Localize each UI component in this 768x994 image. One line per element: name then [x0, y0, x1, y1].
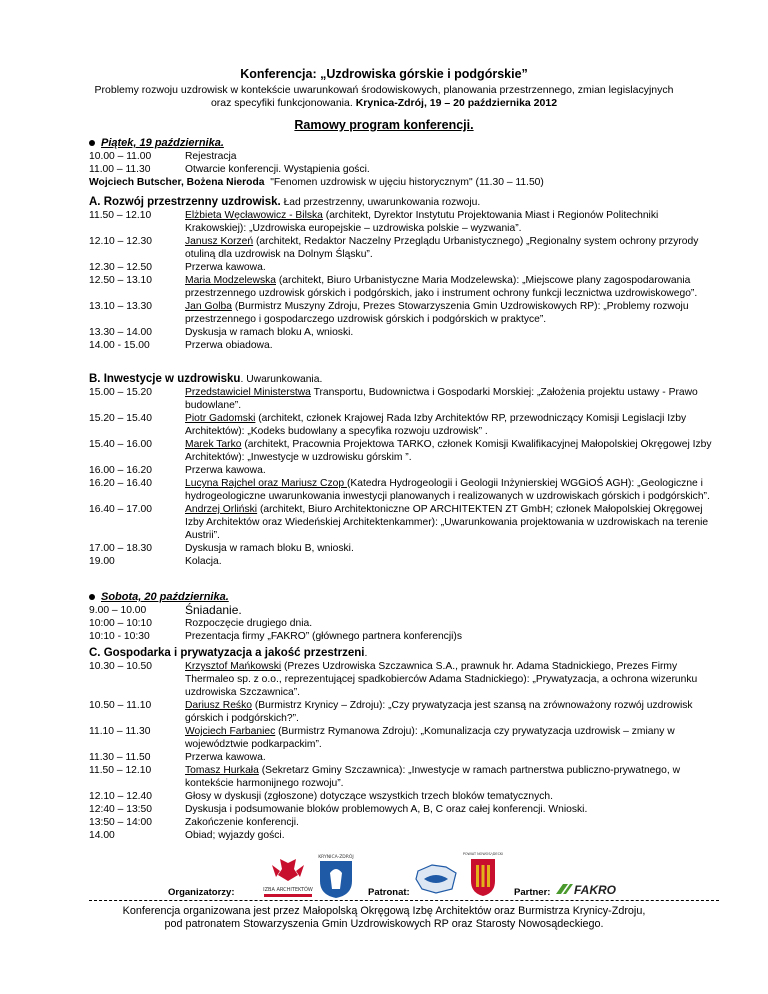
organizers-label: Organizatorzy: — [168, 887, 235, 898]
agenda-row — [89, 555, 719, 568]
agenda-time: 15.40 – 16.00 — [89, 439, 152, 450]
agenda-row — [89, 803, 719, 816]
agenda-text — [185, 438, 719, 464]
footer-divider — [89, 900, 719, 901]
agenda-text — [185, 725, 719, 751]
agenda-description: (Sekretarz Gminy Szczawnica): „Inwestycje w ramach partnerstwa publiczno-prywatnego, w kontekście harmonijnego rozwoju”. — [185, 765, 681, 789]
section-c-list — [89, 660, 719, 842]
agenda-time: 13.10 – 13.30 — [89, 301, 152, 312]
logos-strip — [0, 852, 768, 898]
speaker-name: Przedstawiciel Ministerstwa — [185, 387, 311, 398]
footer — [60, 905, 708, 931]
agenda-row — [89, 339, 719, 352]
day1-block — [89, 137, 719, 189]
speaker-name: Janusz Korzeń — [185, 236, 254, 247]
agenda-text — [185, 326, 719, 339]
agenda-description: Dyskusja w ramach bloku A, wnioski. — [185, 327, 354, 338]
agenda-time: 12:40 – 13:50 — [89, 804, 152, 815]
section-c-title-end: . — [364, 648, 368, 659]
agenda-description: (Burmistrz Rymanowa Zdroju): „Komunalizacja czy prywatyzacja uzdrowisk – zmiany w województwie podkarpackim”. — [185, 726, 675, 750]
section-b-list — [89, 386, 719, 568]
conference-subtitle — [60, 84, 708, 110]
agenda-row — [89, 503, 719, 542]
section-c-heading — [89, 647, 719, 660]
agenda-row — [89, 477, 719, 503]
agenda-row — [89, 150, 719, 163]
agenda-row — [89, 386, 719, 412]
eagle-icon — [272, 859, 304, 881]
conference-title: Konferencja: „Uzdrowiska górskie i podgórskie” — [240, 67, 528, 81]
section-a-heading — [89, 196, 719, 209]
day1-heading — [89, 137, 719, 150]
agenda-time: 16.20 – 16.40 — [89, 478, 152, 489]
agenda-time: 14.00 - 15.00 — [89, 340, 150, 351]
speaker-name: Maria Modzelewska — [185, 275, 276, 286]
agenda-text — [185, 803, 719, 816]
agenda-row — [89, 699, 719, 725]
agenda-time: 12.10 – 12.40 — [89, 791, 152, 802]
agenda-row — [89, 261, 719, 274]
agenda-text: Prezentacja firmy „FAKRO” (głównego partnera konferencji)s — [185, 631, 462, 642]
bullet-icon — [89, 594, 95, 600]
agenda-text — [185, 386, 719, 412]
agenda-description: Przerwa kawowa. — [185, 465, 266, 476]
agenda-time: 16.40 – 17.00 — [89, 504, 152, 515]
agenda-description: (Burmistrz Muszyny Zdroju, Prezes Stowarzyszenia Gmin Uzdrowiskowych RP): „Problemy rozwoju przestrzennego i gospodarczego uzdrowisk górskich i podgórskich w praktyce”. — [185, 301, 689, 325]
day2-block — [89, 591, 719, 643]
section-b — [89, 373, 719, 568]
subtitle-line2: oraz specyfiki funkcjonowania. — [210, 97, 353, 109]
speaker-name: Jan Golba — [185, 301, 232, 312]
section-b-heading — [89, 373, 719, 386]
agenda-text: Śniadanie. — [185, 603, 242, 617]
agenda-row — [89, 412, 719, 438]
agenda-text — [185, 300, 719, 326]
section-c — [89, 647, 719, 842]
agenda-time: 13:50 – 14:00 — [89, 817, 152, 828]
krynica-zdroj-logo — [316, 853, 356, 899]
agenda-description: (architekt, Redaktor Naczelny Przeglądu Urbanistycznego) „Regionalny system ochrony przyrody otuliną dla uzdrowisk na Dolnym Śląsku”. — [185, 236, 699, 260]
agenda-description: Kolacja. — [185, 556, 222, 567]
agenda-text — [185, 751, 719, 764]
section-a — [89, 196, 719, 352]
agenda-text — [185, 699, 719, 725]
speaker-name: Andrzej Orliński — [185, 504, 258, 515]
agenda-text — [185, 764, 719, 790]
speaker-name: Marek Tarko — [185, 439, 242, 450]
agenda-time: 12.30 – 12.50 — [89, 262, 152, 273]
agenda-row — [89, 630, 719, 643]
agenda-time: 12.50 – 13.10 — [89, 275, 152, 286]
agenda-time: 10:10 - 10:30 — [89, 631, 150, 642]
agenda-time: 17.00 – 18.30 — [89, 543, 152, 554]
footer-line2: pod patronatem Stowarzyszenia Gmin Uzdrowiskowych RP oraz Starosty Nowosądeckiego. — [164, 918, 604, 930]
speaker-name: Dariusz Reśko — [185, 700, 252, 711]
agenda-row — [89, 542, 719, 555]
agenda-time: 11.10 – 11.30 — [89, 726, 151, 737]
agenda-description: (Prezes Uzdrowiska Szczawnica S.A., prawnuk hr. Adama Stadnickiego, Prezes Firmy Thermaleo sp. z o.o., reprezentującej spadkobierców Adama Stadnickiego): „Prywatyzacja, a ochrona wizerunku uzdrowiska Szczawnica”. — [185, 661, 698, 698]
keynote-text: "Fenomen uzdrowisk w ujęciu historycznym" (11.30 – 11.50) — [270, 177, 544, 188]
agenda-description: (Katedra Hydrogeologii i Geologii Inżynierskiej WGGiOŚ AGH): „Geologiczne i hydrogeologiczne uwarunkowania inwestycji planowanych i realizowanych w uzdrowiskach górskich i podgórskich”. — [185, 478, 710, 502]
agenda-row — [89, 300, 719, 326]
agenda-time: 15.20 – 15.40 — [89, 413, 152, 424]
agenda-row — [89, 751, 719, 764]
agenda-time: 10.30 – 10.50 — [89, 661, 152, 672]
section-b-subtitle: . Uwarunkowania. — [240, 374, 323, 385]
agenda-time: 11.30 – 11.50 — [89, 752, 151, 763]
agenda-text — [185, 542, 719, 555]
agenda-text — [185, 412, 719, 438]
agenda-description: Zakończenie konferencji. — [185, 817, 299, 828]
section-a-subtitle: Ład przestrzenny, uwarunkowania rozwoju. — [283, 197, 481, 208]
agenda-time: 10.00 – 11.00 — [89, 151, 152, 162]
agenda-time: 19.00 — [89, 556, 115, 567]
agenda-row — [89, 235, 719, 261]
agenda-description: (architekt, Biuro Architektoniczne OP ARCHITEKTEN ZT GmbH; członek Małopolskiej Okręgowej Izby Architektów oraz Wiedeńskiej Architektenkammer): „Uwarunkowania projektowania w uzdrowiskach na terenie Austrii”. — [185, 504, 709, 541]
agenda-time: 11.00 – 11.30 — [89, 164, 151, 175]
agenda-row — [89, 274, 719, 300]
keynote-speakers: Wojciech Butscher, Bożena Nieroda — [89, 177, 265, 188]
agenda-row — [89, 725, 719, 751]
agenda-text — [185, 660, 719, 699]
agenda-description: (architekt, członek Krajowej Rada Izby Architektów RP, przewodniczący Komisji Legislacji Izby Architektów): „Kodeks budowlany a specyfika rozwoju uzdrowisk” . — [185, 413, 687, 437]
agenda-time: 10.50 – 11.10 — [89, 700, 152, 711]
agenda-time: 15.00 – 15.20 — [89, 387, 152, 398]
agenda-text — [185, 816, 719, 829]
agenda-row — [89, 326, 719, 339]
agenda-text — [185, 503, 719, 542]
speaker-name: Lucyna Rajchel oraz Mariusz Czop — [185, 478, 347, 489]
agenda-description: Przerwa obiadowa. — [185, 340, 273, 351]
agenda-row — [89, 163, 719, 176]
agenda-row — [89, 790, 719, 803]
speaker-name: Tomasz Hurkała — [185, 765, 259, 776]
agenda-time: 13.30 – 14.00 — [89, 327, 152, 338]
speaker-name: Elżbieta Węcławowicz - Bilska — [185, 210, 323, 221]
crest-icon — [476, 865, 490, 887]
speaker-name: Krzysztof Mańkowski — [185, 661, 282, 672]
bullet-icon — [89, 140, 95, 146]
day2-label: Sobota, 20 października. — [101, 591, 229, 603]
agenda-description: Dyskusja i podsumowanie bloków problemowych A, B, C oraz całej konferencji. Wnioski. — [185, 804, 588, 815]
agenda-description: Głosy w dyskusji (zgłoszone) dotyczące wszystkich trzech bloków tematycznych. — [185, 791, 553, 802]
agenda-text — [185, 261, 719, 274]
agenda-description: (Burmistrz Krynicy – Zdroju): „Czy prywatyzacja jest szansą na zrównoważony rozwój uzdrowisk górskich i podgórskich?”. — [185, 700, 693, 724]
section-c-title: C. Gospodarka i prywatyzacja a jakość przestrzeni — [89, 647, 365, 659]
agenda-description: (architekt, Dyrektor Instytutu Projektowania Miast i Regionów Politechniki Krakowskiej): „Uzdrowiska europejskie – uzdrowiska polskie – wyzwania”. — [185, 210, 659, 234]
section-b-title: B. Inwestycje w uzdrowisku — [89, 373, 241, 385]
agenda-row — [89, 604, 719, 617]
footer-line1: Konferencja organizowana jest przez Małopolską Okręgową Izbę Architektów oraz Burmistrza Krynicy-Zdroju, — [122, 905, 646, 917]
agenda-text — [185, 464, 719, 477]
fakro-mark-icon — [556, 884, 573, 894]
agenda-text — [185, 274, 719, 300]
subtitle-place-date: Krynica-Zdrój, 19 – 20 października 2012 — [355, 97, 558, 109]
agenda-description: Przerwa kawowa. — [185, 752, 266, 763]
agenda-time: 12.10 – 12.30 — [89, 236, 152, 247]
agenda-row — [89, 816, 719, 829]
agenda-text — [185, 235, 719, 261]
agenda-text: Rozpoczęcie drugiego dnia. — [185, 618, 313, 629]
patron-label: Patronat: — [368, 887, 410, 898]
fakro-logo — [556, 882, 620, 896]
agenda-time: 11.50 – 12.10 — [89, 210, 152, 221]
subtitle-line1: Problemy rozwoju uzdrowisk w kontekście uwarunkowań środowiskowych, planowania przestrzennego, zmian legislacyjnych — [94, 84, 674, 96]
agenda-description: (architekt, Biuro Urbanistyczne Maria Modzelewska): „Miejscowe plany zagospodarowania przestrzennego uzdrowisk górskich i podgórskich, jako i instrument ochrony funkcji lecznictwa uzdrowiskowego”. — [185, 275, 698, 299]
speaker-name: Piotr Gadomski — [185, 413, 256, 424]
agenda-row — [89, 617, 719, 630]
agenda-time: 16.00 – 16.20 — [89, 465, 152, 476]
agenda-row — [89, 764, 719, 790]
partner-label: Partner: — [514, 887, 551, 898]
agenda-time: 14.00 — [89, 830, 115, 841]
agenda-description: Przerwa kawowa. — [185, 262, 266, 273]
agenda-text: Rejestracja — [185, 151, 237, 162]
powiat-nowosadecki-logo — [462, 851, 504, 897]
agenda-time: 9.00 – 10.00 — [89, 605, 147, 616]
day1-label: Piątek, 19 października. — [101, 137, 224, 149]
agenda-text — [185, 555, 719, 568]
agenda-description: (architekt, Pracownia Projektowa TARKO, członek Komisji Kwalifikacyjnej Małopolskiej Okręgowej Izby Architektów): „Inwestycje w uzdrowisku górskim ”. — [185, 439, 712, 463]
izba-architektow-logo — [258, 855, 318, 899]
program-title: Ramowy program konferencji. — [294, 118, 474, 132]
agenda-row — [89, 829, 719, 842]
agenda-text — [185, 339, 719, 352]
agenda-time: 11.50 – 12.10 — [89, 765, 152, 776]
krynica-logo-text: KRYNICA-ZDRÓJ — [318, 855, 354, 860]
agenda-text — [185, 477, 719, 503]
speaker-name: Wojciech Farbaniec — [185, 726, 276, 737]
sgurp-logo — [412, 861, 460, 897]
agenda-text — [185, 790, 719, 803]
agenda-text — [185, 209, 719, 235]
jug-icon — [330, 869, 342, 889]
fakro-text: FAKRO — [574, 883, 616, 897]
agenda-description: Dyskusja w ramach bloku B, wnioski. — [185, 543, 354, 554]
agenda-row — [89, 209, 719, 235]
agenda-row — [89, 464, 719, 477]
agenda-text — [185, 829, 719, 842]
section-a-title: A. Rozwój przestrzenny uzdrowisk. — [89, 196, 281, 208]
day2-heading — [89, 591, 719, 604]
keynote-row — [89, 176, 719, 189]
agenda-text: Otwarcie konferencji. Wystąpienia gości. — [185, 164, 370, 175]
agenda-row — [89, 660, 719, 699]
agenda-time: 10:00 – 10:10 — [89, 618, 152, 629]
powiat-logo-text: POWIAT NOWOSĄDECKI — [462, 852, 504, 856]
agenda-description: Obiad; wyjazdy gości. — [185, 830, 285, 841]
section-a-list — [89, 209, 719, 352]
izba-logo-text: IZBA ARCHITEKTÓW — [263, 887, 313, 893]
agenda-description: Transportu, Budownictwa i Gospodarki Morskiej: „Założenia projektu ustawy - Prawo budowlane”. — [185, 387, 698, 411]
agenda-row — [89, 438, 719, 464]
